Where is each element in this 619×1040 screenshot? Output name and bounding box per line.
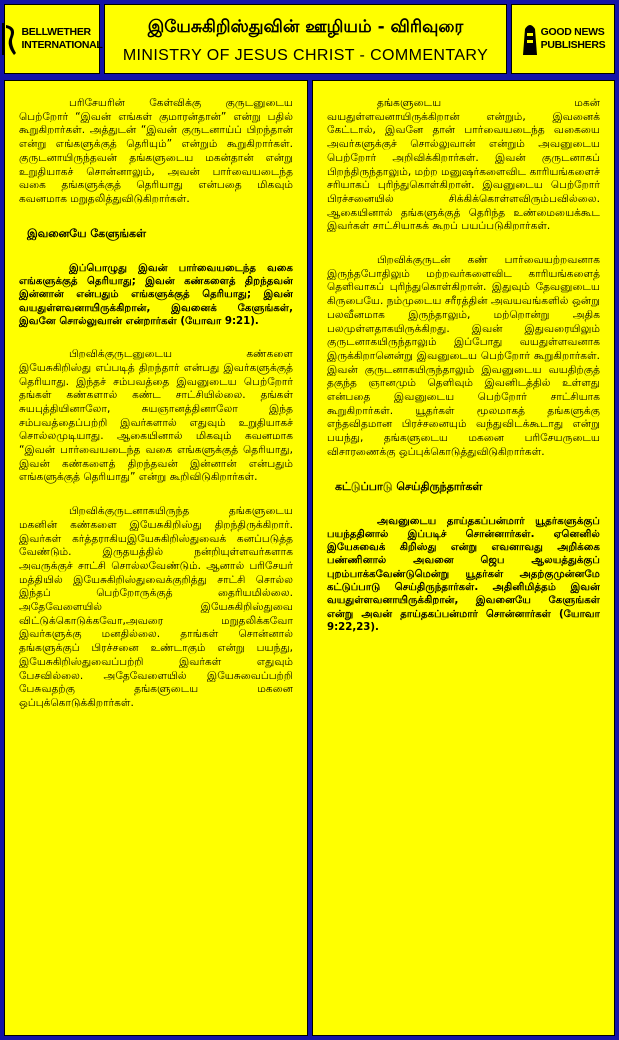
header-title-box xyxy=(104,4,507,74)
right-section-heading: கட்டுப்பாடு செய்திருந்தார்கள் xyxy=(335,479,483,493)
good-news-logo-box xyxy=(511,4,615,74)
left-section-heading: இவனையே கேளுங்கள் xyxy=(27,226,147,240)
bellwether-ram-icon xyxy=(1,19,19,59)
bellwether-logo-line1: BELLWETHER xyxy=(21,26,91,38)
bellwether-logo-text xyxy=(19,26,102,52)
left-paragraph-3: பிறவிக்குருடனாகயிருந்த தங்களுடைய மகனின் கண்களை இயேசுகிறிஸ்து திறந்திருக்கிறார். இவர்கள் கர்த்தராகியஇயேசுகிறிஸ்துவைக் கனப்படுத்த வேண்டும். இருதயத்தில் நன்றியுள்ளவர்களாக அவருக்குச் சாட்சி சொல்லவேண்டும். ஆனால் பரிசேயர் மத்தியில் இயேசுகிறிஸ்துவைக்குறித்து சாட்சி சொல்ல இந்தப் பெற்றோருக்குத் தைரியமில்லை. அதேவேளையில் இயேசுகிறிஸ்துவை விட்டுக்கொடுக்கவோ,அவரை மறுதலிக்கவோ இவர்களுக்கு மனதில்லை. தாங்கள் சொன்னால் தங்களுக்குப் பிரச்சனை உண்டாகும் என்று பயந்து, இயேசுகிறிஸ்துவைப்பற்றி இவர்கள் எதுவும் பேசவில்லை. அதேவேளையில் இயேசுவைப்பற்றி பேசுவதற்கு தங்களுடைய மகனை ஒப்புக்கொடுக்கிறார்கள். xyxy=(19,505,293,709)
title-tamil: இயேசுகிறிஸ்துவின் ஊழியம் - விரிவுரை xyxy=(147,17,464,37)
right-paragraph-2: பிறவிக்குருடன் கண் பார்வையற்றவனாக இருந்தபோதிலும் மற்றவர்களைவிட காரியங்களைத் தெளிவாகப் புரிந்துகொள்கிறான். இதுவும் தேவனுடைய கிருபையே. நம்முடைய சரீரத்தின் அவயவங்களில் ஒன்று பலவீனமாக இருந்தாலும், மற்றொன்று அதிக பலமுள்ளதாகயிருக்கிறது. இவன் இதுவரையிலும் குருடனாகயிருந்தாலும் இப்போது வயதுள்ளவனாக இருக்கிறானென்று இவனுடைய பெற்றோர் கூறுகிறார்கள். இவன் குருடனாகயிருந்தாலும் இவனுடைய வயதிற்குத் தகுந்த ஞானமும் தெளிவும் இவனிடத்தில் உள்ளது என்பதை இவனுடைய பெற்றோர் சாட்சியாக கூறுகிறார்கள். யூதர்கள் மூலமாகத் தங்களுக்கு எந்தவிதமான பிரச்சனையும் வந்துவிடக்கூடாது என்று பயந்து, தங்களுடைய மகனை பரிசேயருடைய விசாரணைக்கு ஒப்புக்கொடுத்துவிடுகிறார்கள். xyxy=(327,254,600,458)
right-paragraph-1: தங்களுடைய மகன் வயதுள்ளவனாயிருக்கிறான் என்றும், இவனைக் கேட்டால், இவனே தான் பார்வையடைந்த வகையை அவர்களுக்குச் சொல்லுவான் என்றும் அவனுடைய பெற்றோர் அறிவிக்கிறார்கள். இவன் குருடனாகப் பிறந்திருந்தாலும், மற்ற மனுஷர்களைவிட காரியங்களைச் சரியாகப் புரிந்துகொள்கிறான். இவனுடைய பெற்றோர் பிரச்சனையில் சிக்கிக்கொள்ளவிரும்பவில்லை. ஆகையினால் தங்களுக்குத் தெரிந்த உண்மையைக்கூட இவர்கள் சாட்சியாகக் கூறப் பயப்படுகிறார்கள். xyxy=(327,97,600,233)
good-news-logo-text xyxy=(539,26,606,52)
left-column xyxy=(4,80,308,1036)
good-news-logo-line1: GOOD NEWS xyxy=(540,26,605,38)
right-column xyxy=(312,80,615,1036)
left-scripture-quote: இப்பொழுது இவன் பார்வையடைந்த வகை எங்களுக்குத் தெரியாது; இவன் கண்களைத் திறந்தவன் இன்னான் என்பதும் எங்களுக்குத் தெரியாது; இவன் வயதுள்ளவனாயிருக்கிறான், இவனைக் கேளுங்கள், இவனே சொல்லுவான் என்றார்கள் (யோவா 9:21). xyxy=(19,262,293,327)
bellwether-logo-box xyxy=(4,4,103,74)
good-news-logo-line2: PUBLISHERS xyxy=(540,39,606,51)
left-paragraph-1: பரிசேயரின் கேள்விக்கு குருடனுடைய பெற்றோர் “இவன் எங்கள் குமாரன்தான்” என்று பதில் கூறுகிறார்கள். அத்துடன் “இவன் குருடனாய்ப் பிறந்தான் என்று எங்களுக்குத் தெரியும்” என்றும் கூறுகிறார்கள். குருடனாயிருந்தவன் தங்களுடைய மகன்தான் என்று உறுதியாகச் சொன்னாலும், அவன் பார்வையடைந்த வகை தங்களுக்குத் தெரியாது என்பதை மிகவும் கவனமாக மறுதலித்துவிடுகிறார்கள். xyxy=(19,97,293,205)
right-scripture-quote: அவனுடைய தாய்தகப்பன்மார் யூதர்களுக்குப் பயந்ததினால் இப்படிச் சொன்னார்கள். ஏனெனில் இயேசுவைக் கிறிஸ்து என்று எவனாவது அறிக்கை பண்ணினால் அவனை ஜெப ஆலயத்துக்குப் புறம்பாக்கவேண்டுமென்று யூதர்கள் அதற்குமுன்னமே கட்டுப்பாடு செய்திருந்தார்கள். அதினிமித்தம் இவன் வயதுள்ளவனாயிருக்கிறான், இவனையே கேளுங்கள் என்று அவன் தாய்தகப்பன்மார் சொன்னார்கள் (யோவா 9:22,23). xyxy=(327,515,600,633)
left-paragraph-2: பிறவிக்குருடனுடைய கண்களை இயேசுகிறிஸ்து எப்படித் திறந்தார் என்பது இவர்களுக்குத் தெரியாது. இந்தச் சம்பவத்தை இவனுடைய பெற்றோர் தங்கள் கண்களால் கண்ட சாட்சியில்லை. தங்கள் சுயபுத்தியினாலோ, சுயஞானத்தினாலோ இந்த சம்பவத்தைப்பற்றி இவர்களால் எதுவும் உறுதியாகச் சொல்லமுடியாது. ஆகையினால் மிகவும் கவனமாக “இவன் பார்வையடைந்த வகை எங்களுக்குத் தெரியாது, இவன் கண்களைத் திறந்தவன் இன்னான் என்பதும் எங்களுக்குத் தெரியாது” என்று கூறிவிடுகிறார்கள். xyxy=(19,348,293,484)
bellwether-logo-line2: INTERNATIONAL xyxy=(21,39,103,51)
title-english: MINISTRY OF JESUS CHRIST - COMMENTARY xyxy=(122,47,489,64)
good-news-publishers-emblem-icon xyxy=(521,19,539,59)
